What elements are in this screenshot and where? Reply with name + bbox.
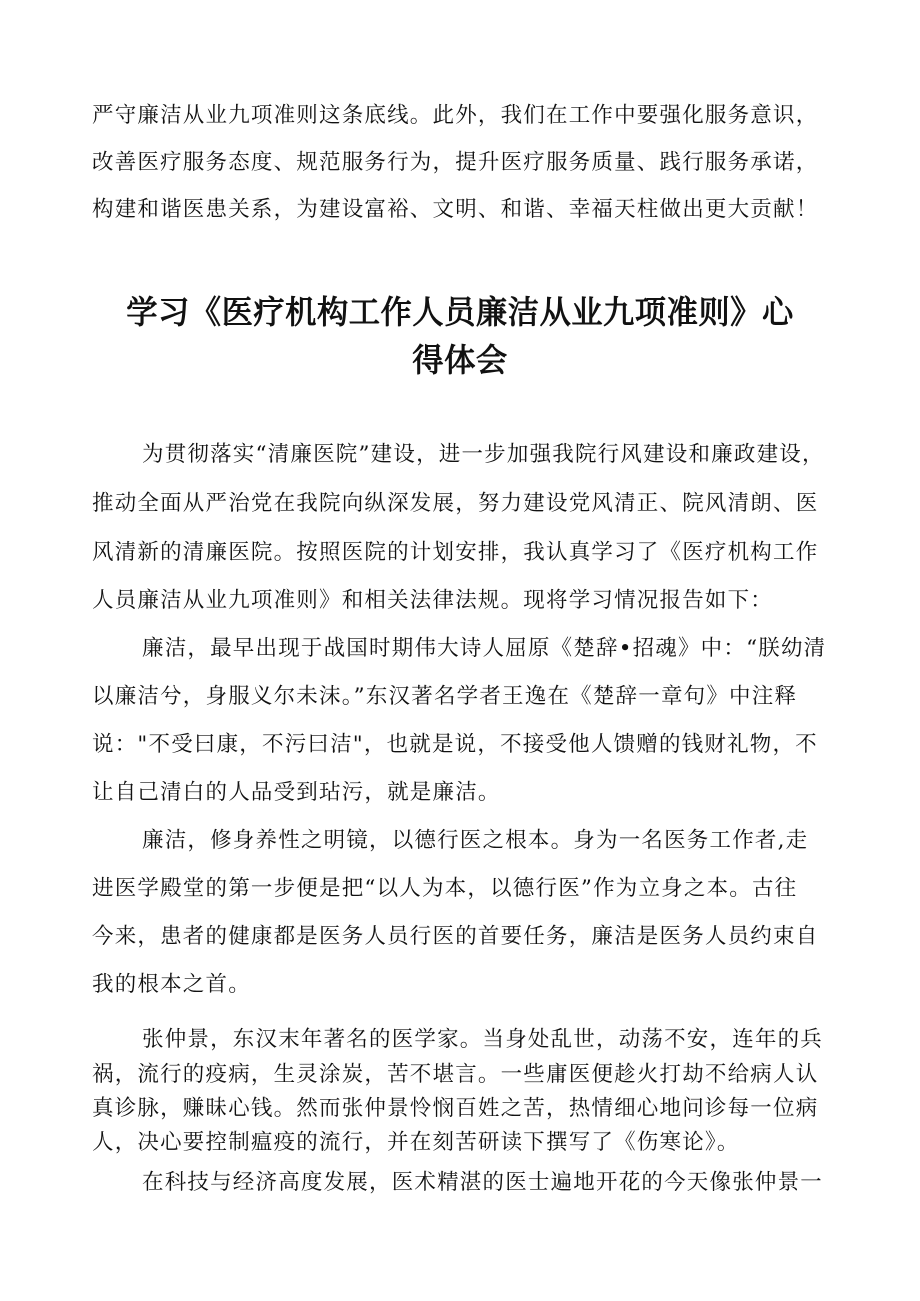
text-line: 廉洁，修身养性之明镜，以德行医之根本。身为一名医务工作者,走 <box>142 828 809 853</box>
text-line: 以廉洁兮，身服义尔未沫。”东汉著名学者王逸在《楚辞一章句》中注释 <box>92 684 798 709</box>
text-line: 风清新的清廉医院。按照医院的计划安排，我认真学习了《医疗机构工作 <box>92 540 819 565</box>
text-line: 我的根本之首。 <box>92 972 251 997</box>
text-line: 说："不受曰康，不污曰洁"，也就是说，不接受他人馈赠的钱财礼物，不 <box>92 732 818 757</box>
text-line: 祸，流行的疫病，生灵涂炭，苦不堪言。一些庸医便趁火打劫不给病人认 <box>92 1062 819 1087</box>
text-line: 人，决心要控制瘟疫的流行，并在刻苦研读下撰写了《伤寒论》。 <box>92 1130 740 1155</box>
title-line: 得体会 <box>412 341 508 379</box>
text-line: 让自己清白的人品受到玷污，就是廉洁。 <box>92 780 501 805</box>
text-line: 为贯彻落实“清廉医院”建设，进一步加强我院行风建设和廉政建设， <box>142 442 825 467</box>
text-line: 廉洁，最早出现于战国时期伟大诗人屈原《楚辞•招魂》中：“朕幼清 <box>142 636 827 661</box>
text-line: 在科技与经济高度发展，医术精湛的医士遍地开花的今天像张仲景一 <box>142 1170 824 1195</box>
text-line: 推动全面从严治党在我院向纵深发展，努力建设党风清正、院风清朗、医 <box>92 491 819 516</box>
text-line: 改善医疗服务态度、规范服务行为，提升医疗服务质量、践行服务承诺， <box>92 150 819 175</box>
text-line: 真诊脉，赚昧心钱。然而张仲景怜悯百姓之苦，热情细心地问诊每一位病 <box>92 1096 819 1121</box>
text-line: 进医学殿堂的第一步便是把“以人为本，以德行医”作为立身之本。古往 <box>92 876 798 901</box>
text-line: 人员廉洁从业九项准则》和相关法律法规。现将学习情况报告如下： <box>92 588 774 613</box>
text-line: 严守廉洁从业九项准则这条底线。此外，我们在工作中要强化服务意识， <box>92 103 819 128</box>
text-line: 张仲景，东汉末年著名的医学家。当身处乱世，动荡不安，连年的兵 <box>142 1027 824 1052</box>
text-line: 构建和谐医患关系，为建设富裕、文明、和谐、幸福天柱做出更大贡献！ <box>92 197 819 222</box>
text-line: 今来，患者的健康都是医务人员行医的首要任务，廉洁是医务人员约束自 <box>92 924 819 949</box>
title-line: 学习《医疗机构工作人员廉洁从业九项准则》心 <box>126 293 794 331</box>
